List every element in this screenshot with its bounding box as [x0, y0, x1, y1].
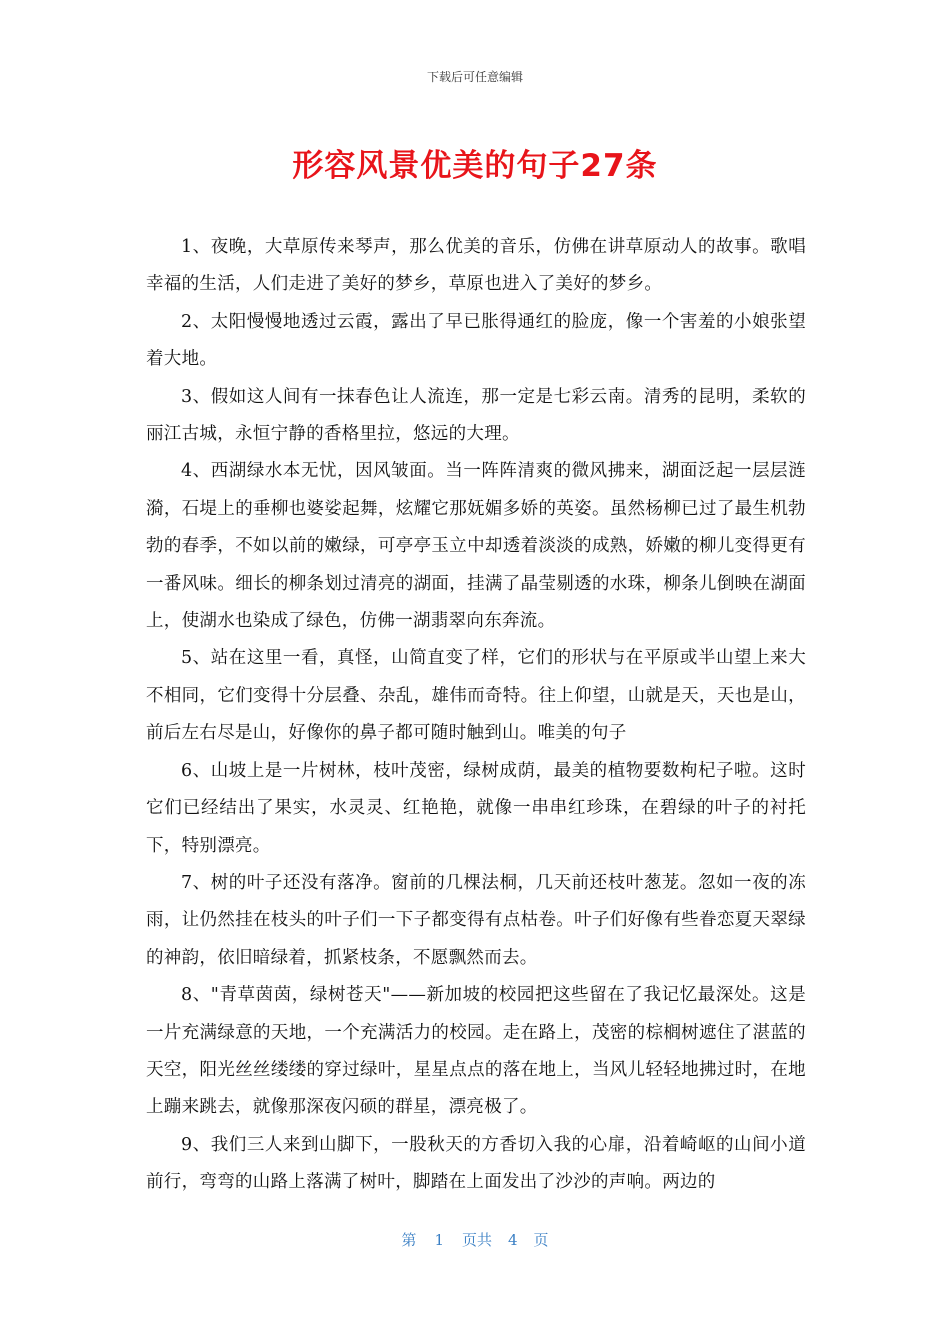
paragraph-8: 8、"青草茵茵，绿树苍天"——新加坡的校园把这些留在了我记忆最深处。这是一片充满绿意的天地，一个充满活力的校园。走在路上，茂密的棕榈树遮住了湛蓝的天空，阳光丝丝缕缕的穿过绿叶，星星点点的落在地上，当风儿轻轻地拂过时，在地上蹦来跳去，就像那深夜闪硕的群星，漂亮极了。 [146, 985, 806, 1118]
footer-prefix: 第 [401, 1231, 417, 1249]
footer-page-number: 1 [434, 1231, 444, 1249]
document-title: 形容风景优美的句子27条 [292, 148, 658, 184]
paragraph-7: 7、树的叶子还没有落净。窗前的几棵法桐，几天前还枝叶葱茏。忽如一夜的冻雨，让仍然挂在枝头的叶子们一下子都变得有点枯卷。叶子们好像有些眷恋夏天翠绿的神韵，依旧暗绿着，抓紧枝条，不愿飘然而去。 [146, 872, 806, 968]
paragraph-6: 6、山坡上是一片树林，枝叶茂密，绿树成荫，最美的植物要数枸杞子啦。这时它们已经结出了果实，水灵灵、红艳艳，就像一串串红珍珠，在碧绿的叶子的衬托下，特别漂亮。 [146, 760, 806, 856]
footer-middle: 页共 [461, 1231, 492, 1249]
paragraph-2: 2、太阳慢慢地透过云霞，露出了早已胀得通红的脸庞，像一个害羞的小娘张望着大地。 [146, 311, 806, 370]
page-footer [0, 1229, 950, 1250]
paragraph-9: 9、我们三人来到山脚下，一股秋天的方香切入我的心扉，沿着崎岖的山间小道前行，弯弯的山路上落满了树叶，脚踏在上面发出了沙沙的声响。两边的 [146, 1134, 806, 1193]
paragraph-1: 1、夜晚，大草原传来琴声，那么优美的音乐，仿佛在讲草原动人的故事。歌唱幸福的生活，人们走进了美好的梦乡，草原也进入了美好的梦乡。 [146, 237, 806, 295]
paragraph-3: 3、假如这人间有一抹春色让人流连，那一定是七彩云南。清秀的昆明，柔软的丽江古城，永恒宁静的香格里拉，悠远的大理。 [146, 386, 806, 445]
paragraph-4: 4、西湖绿水本无忧，因风皱面。当一阵阵清爽的微风拂来，湖面泛起一层层涟漪，石堤上的垂柳也婆娑起舞，炫耀它那妩媚多娇的英姿。虽然杨柳已过了最生机勃勃的春季，不如以前的嫩绿，可亭亭玉立中却透着淡淡的成熟，娇嫩的柳儿变得更有一番风味。细长的柳条划过清亮的湖面，挂满了晶莹剔透的水珠，柳条儿倒映在湖面上，使湖水也染成了绿色，仿佛一湖翡翠向东奔流。 [146, 461, 806, 632]
footer-total-pages: 4 [508, 1231, 518, 1249]
footer-suffix: 页 [533, 1231, 549, 1249]
document-body [146, 229, 806, 1202]
paragraph-5: 5、站在这里一看，真怪，山简直变了样，它们的形状与在平原或半山望上来大不相同，它们变得十分层叠、杂乱，雄伟而奇特。往上仰望，山就是天，天也是山，前后左右尽是山，好像你的鼻子都可随时触到山。唯美的句子 [146, 648, 806, 744]
header-note: 下载后可任意编辑 [426, 70, 523, 84]
